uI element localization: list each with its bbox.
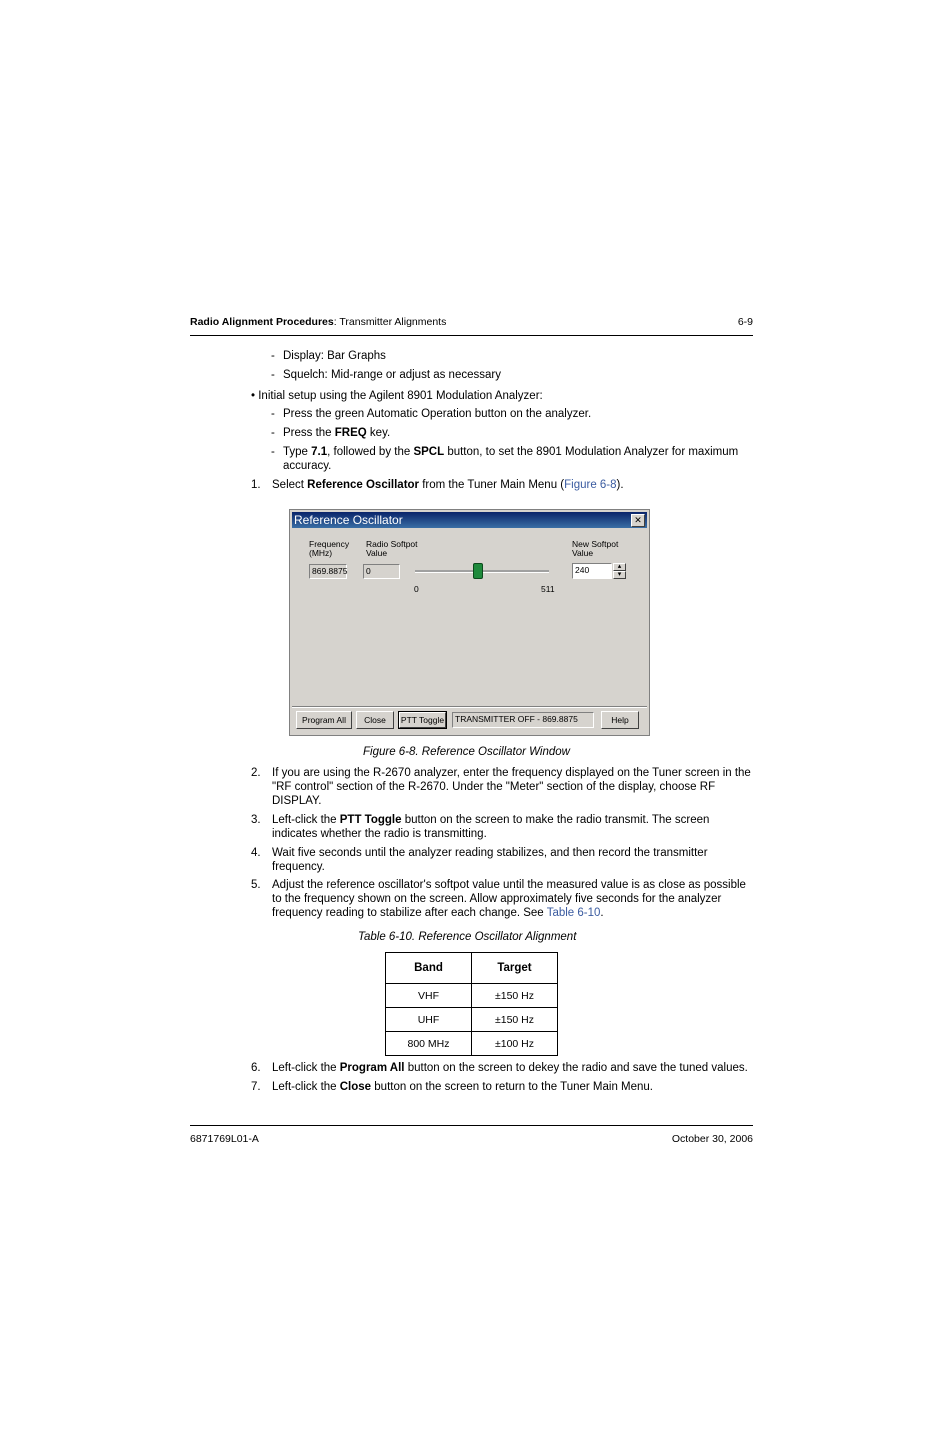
label-line: Frequency [309,539,350,549]
text-run: Type [283,446,312,458]
bullet-item [251,389,543,403]
program-all-button[interactable]: Program All [296,711,352,729]
step-number: 7. [251,1081,261,1093]
text-run: button, to set the 8901 Modulation Analyzer for maximum accuracy. [283,446,739,472]
frequency-field: 869.8875 [309,564,347,579]
text-bold: SPCL [413,446,445,458]
text-bold: FREQ [334,427,367,439]
label-line: Value [366,548,388,558]
text-run: Left-click the [272,1081,340,1093]
step-text: If you are using the R-2670 analyzer, enter the frequency displayed on the Tuner screen in the "RF control" section of the R-2670. Under the "Meter" section of the display, choose RF DISPLAY. [272,767,751,807]
text-run: key. [366,427,391,439]
bullet-text: Initial setup using the Agilent 8901 Modulation Analyzer: [258,390,543,402]
frequency-label [309,540,349,558]
table-row [386,1032,558,1056]
text-bold: Program All [339,1062,405,1074]
list-item-text [283,426,753,440]
text-bold: Close [339,1081,372,1093]
step-text [272,813,754,841]
step-text: Wait five seconds until the analyzer reading stabilizes, and then record the transmitter frequency. [272,847,708,873]
text-run: button on the screen to make the radio transmit. The screen indicates whether the radio is transmitting. [272,814,710,840]
table-cell: ±150 Hz [472,1008,558,1032]
softpot-label [366,540,418,558]
text-run: button on the screen to return to the Tuner Main Menu. [371,1081,653,1093]
document-number: 6871769L01-A [190,1133,259,1145]
text-run: from the Tuner Main Menu ( [419,479,565,491]
spin-up-button[interactable]: ▴ [613,563,626,571]
new-softpot-label [572,540,618,558]
slider-max-label: 511 [541,584,555,594]
column-header: Band [386,953,472,984]
step-text [272,1080,754,1094]
table-row [386,1008,558,1032]
table-cell: UHF [386,1008,472,1032]
footer-rule [190,1125,753,1126]
table-cell: ±100 Hz [472,1032,558,1056]
spin-down-button[interactable]: ▾ [613,571,626,579]
dash-marker: - [271,427,275,439]
label-line: Radio Softpot [366,539,418,549]
label-line: Value [572,548,594,558]
dash-marker: - [271,446,275,458]
text-run: ). [616,479,624,491]
list-item-text: Press the green Automatic Operation button on the analyzer. [283,408,592,420]
table-cell: VHF [386,984,472,1008]
step-text [272,478,754,492]
label-line: (MHz) [309,548,333,558]
bullet-marker: • [251,390,256,402]
reference-oscillator-dialog [289,509,650,736]
table-caption: Table 6-10. Reference Oscillator Alignment [358,931,577,943]
button-bar-divider [292,706,647,708]
new-softpot-input[interactable]: 240 [572,563,612,579]
page-number: 6-9 [737,316,753,328]
table-link[interactable]: Table 6-10 [546,907,601,919]
step-number: 4. [251,847,261,859]
table-cell: 800 MHz [386,1032,472,1056]
help-button[interactable]: Help [601,711,639,729]
text-run: , followed by the [327,446,414,458]
step-number: 3. [251,814,261,826]
step-number: 6. [251,1062,261,1074]
text-run: Left-click the [272,814,340,826]
dash-marker: - [271,369,275,381]
step-number: 1. [251,479,261,491]
close-icon[interactable]: ✕ [631,514,645,527]
softpot-slider-thumb[interactable] [473,563,483,579]
reference-oscillator-table [385,952,558,1056]
label-line: New Softpot [572,539,619,549]
header-rule [190,335,753,336]
text-run: Left-click the [272,1062,340,1074]
dash-marker: - [271,408,275,420]
list-item-text: Display: Bar Graphs [283,350,386,362]
dialog-title: Reference Oscillator [294,513,403,527]
figure-link[interactable]: Figure 6-8 [564,479,617,491]
step-text [272,1061,754,1075]
column-header: Target [472,953,558,984]
text-run: button on the screen to dekey the radio and save the tuned values. [404,1062,748,1074]
text-bold: 7.1 [311,446,328,458]
table-cell: ±150 Hz [472,984,558,1008]
text-run: Press the [283,427,335,439]
step-number: 2. [251,767,261,779]
slider-min-label: 0 [414,584,419,594]
table-row [386,984,558,1008]
list-item-text: Squelch: Mid-range or adjust as necessary [283,369,501,381]
running-header [190,316,753,328]
header-section-rest: : Transmitter Alignments [333,316,447,328]
ptt-toggle-button[interactable]: PTT Toggle [399,712,446,728]
document-date: October 30, 2006 [671,1133,753,1145]
list-item-text [283,445,753,473]
text-run: Select [272,479,308,491]
softpot-value-field: 0 [363,564,400,579]
header-section-bold: Radio Alignment Procedures [190,316,334,328]
text-bold: PTT Toggle [339,814,402,826]
close-button[interactable]: Close [356,711,394,729]
table-header-row [386,953,558,984]
dialog-title-bar [292,512,647,528]
step-text [272,878,754,920]
text-bold: Reference Oscillator [307,479,420,491]
text-run: . [600,907,604,919]
step-number: 5. [251,879,261,891]
figure-caption: Figure 6-8. Reference Oscillator Window [363,746,570,758]
text-run: Adjust the reference oscillator's softpot value until the measured value is as close as possible to the frequency shown on the screen. Allow approximately five seconds for the analyzer frequency reading to stabilize after each change. See [272,879,746,919]
dash-marker: - [271,350,275,362]
transmitter-status-field: TRANSMITTER OFF - 869.8875 [452,712,594,728]
